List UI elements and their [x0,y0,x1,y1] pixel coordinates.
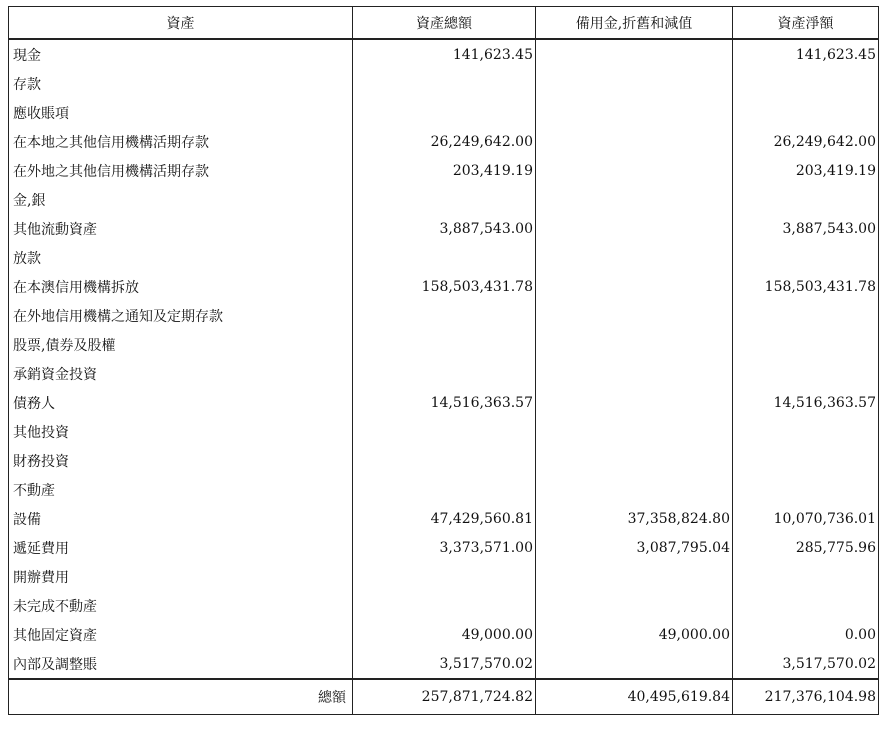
row-gross [353,475,536,504]
row-provisions [536,649,733,679]
row-gross [353,69,536,98]
row-gross [353,417,536,446]
table-row [9,446,879,475]
table-row [9,272,879,301]
row-provisions [536,156,733,185]
row-label: 內部及調整賬 [9,649,353,679]
row-provisions [536,243,733,272]
row-gross [353,446,536,475]
row-provisions: 3,087,795.04 [536,533,733,562]
row-gross: 203,419.19 [353,156,536,185]
row-net [733,591,879,620]
table-row [9,620,879,649]
total-gross: 257,871,724.82 [353,679,536,715]
row-provisions: 49,000.00 [536,620,733,649]
row-net: 285,775.96 [733,533,879,562]
total-net: 217,376,104.98 [733,679,879,715]
table-row [9,156,879,185]
row-gross: 3,517,570.02 [353,649,536,679]
row-gross [353,562,536,591]
row-label: 財務投資 [9,446,353,475]
row-label: 其他流動資產 [9,214,353,243]
table-row [9,185,879,214]
row-net [733,185,879,214]
row-net [733,446,879,475]
table-row [9,388,879,417]
row-net: 203,419.19 [733,156,879,185]
table-row [9,243,879,272]
table-row [9,214,879,243]
row-gross: 158,503,431.78 [353,272,536,301]
row-provisions [536,359,733,388]
total-label: 總額 [9,679,353,715]
row-net [733,301,879,330]
row-label: 股票,債券及股權 [9,330,353,359]
header-asset: 資產 [9,7,353,40]
row-gross [353,98,536,127]
row-provisions [536,475,733,504]
table-row [9,127,879,156]
row-net [733,359,879,388]
row-provisions [536,388,733,417]
table-body [9,39,879,679]
table-row [9,533,879,562]
row-gross [353,301,536,330]
table-row [9,591,879,620]
row-net: 14,516,363.57 [733,388,879,417]
row-gross [353,185,536,214]
row-label: 現金 [9,39,353,69]
row-net [733,417,879,446]
row-gross: 141,623.45 [353,39,536,69]
row-net [733,562,879,591]
row-label: 在本地之其他信用機構活期存款 [9,127,353,156]
row-label: 承銷資金投資 [9,359,353,388]
row-label: 開辦費用 [9,562,353,591]
assets-table [8,6,879,715]
row-provisions [536,562,733,591]
table-row [9,562,879,591]
row-gross [353,330,536,359]
header-gross: 資產總額 [353,7,536,40]
row-provisions [536,69,733,98]
row-net: 26,249,642.00 [733,127,879,156]
row-provisions [536,301,733,330]
row-gross: 14,516,363.57 [353,388,536,417]
table-row [9,69,879,98]
table-row [9,98,879,127]
row-label: 放款 [9,243,353,272]
row-net [733,98,879,127]
total-provisions: 40,495,619.84 [536,679,733,715]
row-net [733,475,879,504]
row-net: 0.00 [733,620,879,649]
row-provisions: 37,358,824.80 [536,504,733,533]
row-net: 3,887,543.00 [733,214,879,243]
row-label: 未完成不動產 [9,591,353,620]
row-net: 158,503,431.78 [733,272,879,301]
row-net: 3,517,570.02 [733,649,879,679]
row-label: 其他固定資產 [9,620,353,649]
row-provisions [536,39,733,69]
table-row [9,39,879,69]
row-gross: 49,000.00 [353,620,536,649]
row-label: 其他投資 [9,417,353,446]
table-row [9,475,879,504]
row-label: 存款 [9,69,353,98]
row-net [733,243,879,272]
row-label: 設備 [9,504,353,533]
total-row [9,679,879,715]
row-provisions [536,417,733,446]
row-provisions [536,127,733,156]
row-label: 在外地信用機構之通知及定期存款 [9,301,353,330]
row-net: 141,623.45 [733,39,879,69]
row-gross: 3,373,571.00 [353,533,536,562]
row-provisions [536,98,733,127]
table-row [9,504,879,533]
row-gross [353,359,536,388]
row-label: 應收賬項 [9,98,353,127]
table-row [9,649,879,679]
row-provisions [536,591,733,620]
row-net [733,69,879,98]
row-provisions [536,272,733,301]
row-provisions [536,446,733,475]
row-provisions [536,214,733,243]
row-provisions [536,330,733,359]
table-row [9,359,879,388]
row-label: 在外地之其他信用機構活期存款 [9,156,353,185]
header-net: 資產淨額 [733,7,879,40]
row-gross: 26,249,642.00 [353,127,536,156]
row-gross [353,243,536,272]
row-net [733,330,879,359]
row-label: 不動產 [9,475,353,504]
row-label: 金,銀 [9,185,353,214]
row-gross: 3,887,543.00 [353,214,536,243]
table-row [9,330,879,359]
header-row [9,7,879,40]
row-label: 遞延費用 [9,533,353,562]
row-label: 在本澳信用機構拆放 [9,272,353,301]
table-row [9,417,879,446]
header-provisions: 備用金,折舊和減值 [536,7,733,40]
row-gross [353,591,536,620]
table-row [9,301,879,330]
row-gross: 47,429,560.81 [353,504,536,533]
row-provisions [536,185,733,214]
row-label: 債務人 [9,388,353,417]
balance-sheet [8,6,878,715]
row-net: 10,070,736.01 [733,504,879,533]
